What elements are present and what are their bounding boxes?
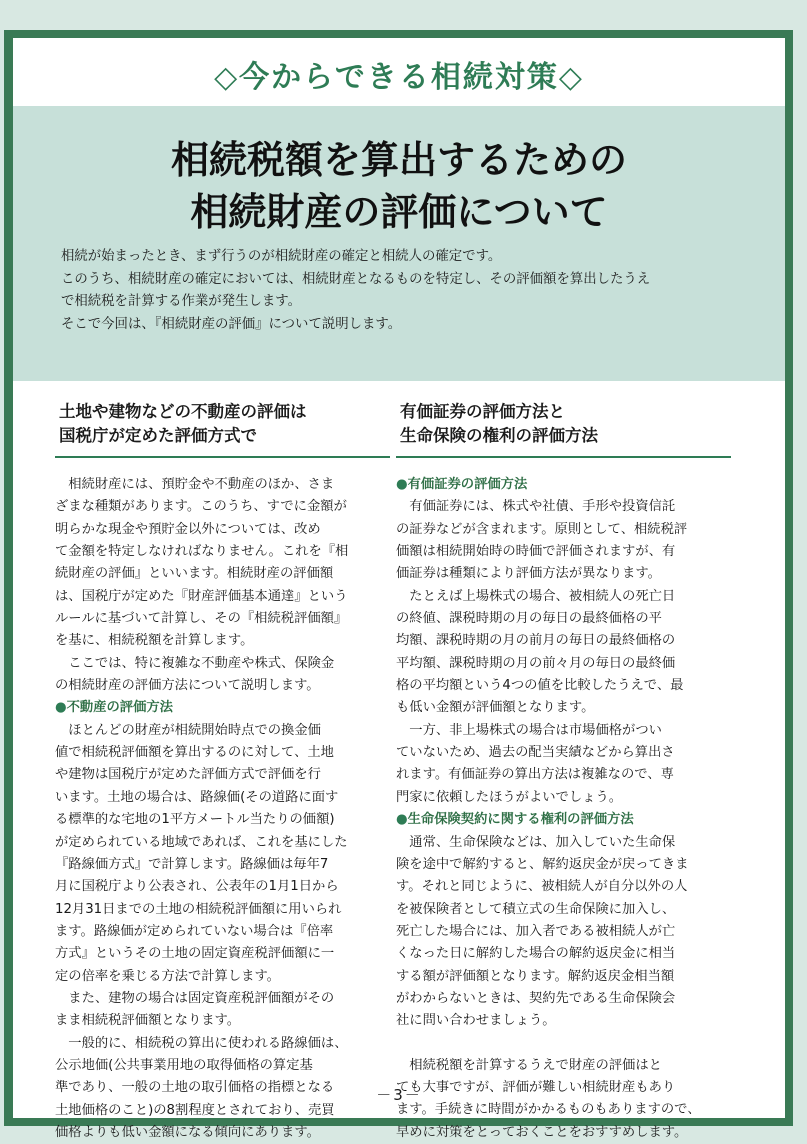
text-line: 値で相続税評価額を算出するのに対して、土地: [55, 745, 334, 761]
text-line: 険を途中で解約すると、解約返戻金が戻ってきま: [396, 856, 689, 872]
text-line: 格の平均額という4つの値を比較したうえで、最: [396, 678, 684, 694]
text-line: 相続財産には、預貯金や不動産のほか、さま: [55, 477, 335, 492]
right-section-heading: [396, 400, 731, 458]
text-line: ルールに基づいて計算し、その『相続税評価額』: [55, 611, 348, 627]
series-header: [13, 38, 785, 104]
text-line: 均額、課税時期の月の前月の毎日の最終価格の: [396, 633, 676, 649]
text-line: す。それと同じように、被相続人が自分以外の人: [396, 879, 688, 895]
left-heading-line2: 国税庁が定めた評価方式で: [59, 426, 257, 445]
left-heading-line1: 土地や建物などの不動産の評価は: [59, 402, 307, 421]
text-line: ほとんどの財産が相続開始時点での換金価: [55, 722, 321, 738]
text-line: たとえば上場株式の場合、被相続人の死亡日: [396, 588, 676, 604]
text-line: 価証券は種類により評価方法が異なります。: [396, 566, 661, 582]
text-line: 有価証券には、株式や社債、手形や投資信託: [396, 499, 676, 515]
main-title: [13, 134, 785, 238]
text-line: て金額を特定しなければなりません。これを『相: [55, 544, 349, 560]
text-line: 価額は相続開始時の時価で評価されますが、有: [396, 544, 676, 560]
text-line: 土地価格のこと)の8割程度とされており、売買: [55, 1102, 335, 1118]
text-line: も低い金額が評価額となります。: [396, 700, 595, 716]
text-line: 社に問い合わせましょう。: [396, 1013, 556, 1029]
right-heading-line2: 生命保険の権利の評価方法: [400, 426, 598, 445]
text-line: 定の倍率を乗じる方法で計算します。: [55, 968, 280, 984]
text-line: ます。手続きに時間がかかるものもありますので、: [396, 1102, 701, 1118]
text-line: くなった日に解約した場合の解約返戻金に相当: [396, 946, 676, 962]
text-line: 通常、生命保険などは、加入していた生命保: [396, 834, 676, 850]
text-line: ます。路線価が定められていない場合は『倍率: [55, 923, 334, 939]
text-line: の証券などが含まれます。原則として、相続税評: [396, 521, 688, 537]
text-line: を基に、相続税額を計算します。: [55, 633, 254, 649]
right-column: [396, 400, 731, 1144]
text-line: 門家に依頼したほうがよいでしょう。: [396, 789, 623, 805]
page-content: [13, 38, 785, 1140]
hero-section: [13, 106, 785, 381]
text-line: 相続税額を計算するうえで財産の評価はと: [396, 1057, 662, 1073]
text-line: まま相続税評価額となります。: [55, 1013, 241, 1029]
series-title: ◇今からできる相続対策◇: [214, 60, 584, 95]
text-line: 12月31日までの土地の相続税評価額に用いられ: [55, 901, 342, 917]
text-line: 続財産の評価』といいます。相続財産の評価額: [55, 566, 334, 582]
text-line: 価格よりも低い金額になる傾向にあります。: [55, 1124, 320, 1140]
left-section-heading: [55, 400, 390, 458]
intro-line: で相続税を計算する作業が発生します。: [61, 294, 301, 309]
intro-text: [61, 246, 751, 336]
text-line: る標準的な宅地の1平方メートル当たりの価額): [55, 812, 335, 828]
subheading-real-estate: ●不動産の評価方法: [55, 700, 173, 716]
text-line: ても大事ですが、評価が難しい相続財産もあり: [396, 1079, 676, 1095]
main-title-line2: 相続財産の評価について: [190, 189, 608, 234]
text-line: 一方、非上場株式の場合は市場価格がつい: [396, 722, 662, 738]
intro-line: 相続が始まったとき、まず行うのが相続財産の確定と相続人の確定です。: [61, 249, 502, 264]
text-line: の終値、課税時期の月の毎日の最終価格の平: [396, 611, 662, 627]
text-line: 月に国税庁より公表され、公表年の1月1日から: [55, 879, 339, 895]
text-line: 方式』というその土地の固定資産税評価額に一: [55, 946, 335, 962]
right-body: [396, 474, 731, 1144]
page-number: －3－: [376, 1086, 422, 1104]
text-line: 一般的に、相続税の算出に使われる路線価は、: [55, 1035, 348, 1051]
text-line: の相続財産の評価方法について説明します。: [55, 678, 320, 694]
page-frame: [4, 30, 793, 1140]
text-line: 明らかな現金や預貯金以外については、改め: [55, 521, 321, 537]
text-line: また、建物の場合は固定資産税評価額がその: [55, 990, 335, 1006]
paragraph-gap: [396, 1033, 731, 1055]
text-line: ていないため、過去の配当実績などから算出さ: [396, 745, 675, 761]
bullet-icon: ●: [396, 812, 408, 828]
bullet-icon: ●: [55, 700, 67, 716]
text-line: 死亡した場合には、加入者である被相続人が亡: [396, 923, 676, 939]
text-line: を被保険者として積立式の生命保険に加入し、: [396, 901, 676, 917]
text-line: 早めに対策をとっておくことをおすすめします。: [396, 1124, 688, 1140]
text-line: ざまな種類があります。このうち、すでに金額が: [55, 499, 347, 515]
intro-line: そこで今回は、『相続財産の評価』について説明します。: [61, 316, 402, 332]
text-line: が定められている地域であれば、これを基にした: [55, 834, 348, 850]
text-line: 『路線価方式』で計算します。路線価は毎年7: [55, 856, 329, 872]
text-line: や建物は国税庁が定めた評価方式で評価を行: [55, 767, 321, 783]
bullet-icon: ●: [396, 477, 408, 492]
text-line: います。土地の場合は、路線価(その道路に面す: [55, 789, 339, 805]
intro-line: このうち、相続財産の確定においては、相続財産となるものを特定し、その評価額を算出したうえ: [61, 271, 651, 287]
text-line: がわからないときは、契約先である生命保険会: [396, 990, 676, 1006]
text-line: れます。有価証券の算出方法は複雑なので、専: [396, 767, 674, 783]
text-line: 公示地価(公共事業用地の取得価格の算定基: [55, 1057, 313, 1073]
subheading-securities: ●有価証券の評価方法: [396, 477, 528, 492]
text-line: 準であり、一般の土地の取引価格の指標となる: [55, 1080, 335, 1096]
subheading-life-insurance: ●生命保険契約に関する権利の評価方法: [396, 812, 634, 828]
right-heading-line1: 有価証券の評価方法と: [400, 402, 565, 421]
text-line: ここでは、特に複雑な不動産や株式、保険金: [55, 655, 335, 671]
main-title-line1: 相続税額を算出するための: [170, 137, 627, 182]
text-line: 平均額、課税時期の月の前々月の毎日の最終価: [396, 655, 676, 671]
text-line: する額が評価額となります。解約返戻金相当額: [396, 968, 675, 984]
left-column: [55, 400, 390, 1144]
left-body: [55, 474, 390, 1144]
text-line: は、国税庁が定めた『財産評価基本通達』という: [55, 588, 348, 604]
